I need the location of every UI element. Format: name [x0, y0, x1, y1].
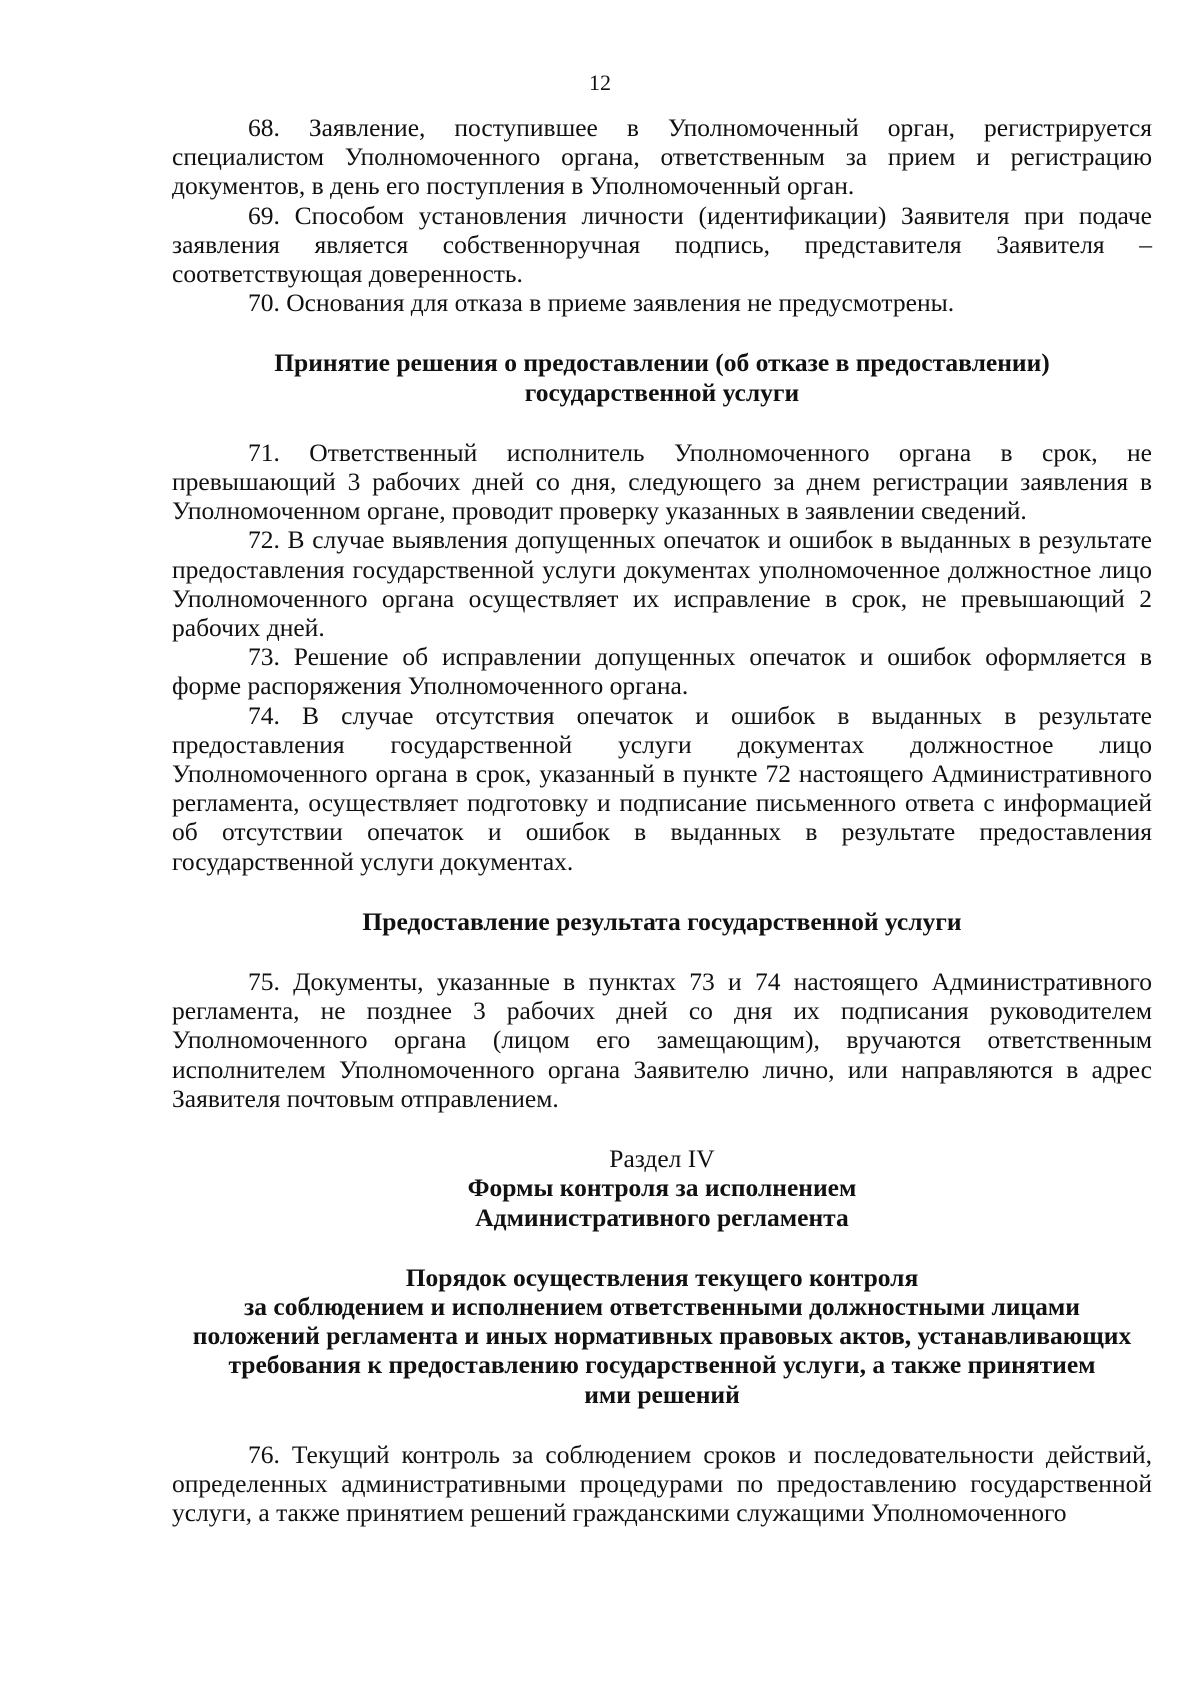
paragraph-76: 76. Текущий контроль за соблюдением сроков и последовательности действий, определенных административными процедурами по предоставлению государственной услуги, а также принятием решений гражданскими служащими Уполномоченного: [172, 1439, 1152, 1528]
paragraph-71: 71. Ответственный исполнитель Уполномоченного органа в срок, не превышающий 3 рабочих дней со дня, следующего за днем регистрации заявления в Уполномоченном органе, проводит проверку указанных в заявлении сведений.: [172, 437, 1152, 526]
paragraph-68: 68. Заявление, поступившее в Уполномоченный орган, регистрируется специалистом Уполномоченного органа, ответственным за прием и регистрацию документов, в день его поступления в Уполномоченный орган.: [172, 113, 1152, 201]
paragraph-75: 75. Документы, указанные в пунктах 73 и 74 настоящего Административного регламента, не позднее 3 рабочих дней со дня их подписания руководителем Уполномоченного органа (лицом его замещающим), вручаются ответственным исполнителем Уполномоченного органа Заявителю лично, или направляются в адрес Заявителя почтовым отправлением.: [172, 967, 1152, 1113]
heading-line: за соблюдением и исполнением ответственными должностными лицами: [244, 1291, 1080, 1321]
paragraph-69: 69. Способом установления личности (идентификации) Заявителя при подаче заявления является собственноручная подпись, представителя Заявителя – соответствующая доверенность.: [172, 200, 1152, 289]
heading-line: Формы контроля за исполнением: [467, 1173, 857, 1203]
section-label: Раздел IV: [609, 1144, 715, 1174]
heading-line: положений регламента и иных нормативных правовых актов, устанавливающих: [192, 1321, 1132, 1351]
paragraph-72: 72. В случае выявления допущенных опечаток и ошибок в выданных в результате предоставления государственной услуги документах уполномоченное должностное лицо Уполномоченного органа осуществляет их исправление в срок, не превышающий 2 рабочих дней.: [172, 525, 1152, 643]
paragraph-73: 73. Решение об исправлении допущенных опечаток и ошибок оформляется в форме распоряжения Уполномоченного органа.: [172, 642, 1152, 701]
heading-line: Принятие решения о предоставлении (об отказе в предоставлении): [274, 348, 1050, 378]
document-body: [172, 113, 1152, 1527]
heading-line: требования к предоставлению государственной услуги, а также принятием: [228, 1350, 1096, 1380]
heading-line: государственной услуги: [524, 377, 800, 407]
heading-line: Предоставление результата государственной услуги: [362, 906, 962, 936]
page-number: 12: [589, 70, 611, 95]
heading-current-control: [172, 1263, 1152, 1409]
section-title: [172, 1173, 1152, 1231]
heading-line: Порядок осуществления текущего контроля: [405, 1262, 919, 1292]
heading-line: ими решений: [584, 1379, 740, 1409]
heading-line: Административного регламента: [475, 1202, 849, 1232]
paragraph-70: 70. Основания для отказа в приеме заявления не предусмотрены.: [248, 288, 955, 318]
heading-result: [172, 907, 1152, 936]
paragraph-74: 74. В случае отсутствия опечаток и ошибок в выданных в результате предоставления государственной услуги документах должностное лицо Уполномоченного органа в срок, указанный в пункте 72 настоящего Административного регламента, осуществляет подготовку и подписание письменного ответа с информацией об отсутствии опечаток и ошибок в выданных в результате предоставления государственной услуги документах.: [172, 700, 1152, 876]
heading-decision: [172, 348, 1152, 406]
